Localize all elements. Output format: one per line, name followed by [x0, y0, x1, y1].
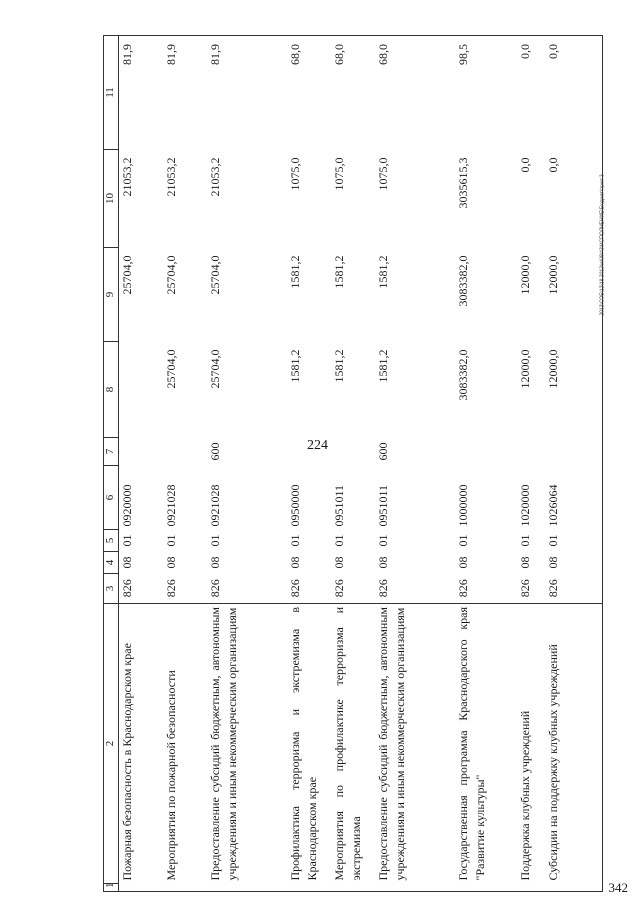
cell-c4: 08: [287, 556, 302, 569]
cell-c9: 1581,2: [375, 255, 390, 289]
cell-c3: 826: [331, 579, 346, 598]
cell-c6: 1020000: [517, 484, 532, 527]
table-row: [455, 36, 517, 892]
cell-c8: 1581,2: [287, 349, 302, 383]
cell-c7: 600: [375, 442, 390, 461]
col-header: 5: [104, 530, 119, 552]
page-number: 224: [307, 438, 328, 453]
cell-c7: [545, 438, 603, 466]
col-header: 8: [104, 342, 119, 438]
cell-c6: 0951011: [375, 484, 390, 527]
cell-c5: 01: [163, 534, 178, 547]
cell-c7: 600: [207, 442, 222, 461]
col-header: 10: [104, 150, 119, 248]
row-name: Мероприятия по профилактике терроризма и экстремизма: [331, 604, 375, 884]
cell-c9: 25704,0: [120, 255, 134, 295]
cell-c7: [517, 438, 545, 466]
cell-c10: 21053,2: [163, 157, 178, 197]
col-header: 9: [104, 248, 119, 342]
file-path-footer: 2013\СОБ\12\18.2013\м\09\43\ИСПОЛНЕНИЕ\Бюджет\прил 3: [600, 174, 607, 316]
row-name: Профилактика терроризма и экстремизма в Краснодарском крае: [287, 604, 331, 884]
cell-c10: 0,0: [517, 157, 532, 173]
table-row: [331, 36, 375, 892]
cell-c9: 25704,0: [163, 255, 178, 295]
cell-c11: 68,0: [287, 36, 331, 150]
cell-c5: 01: [545, 530, 603, 552]
cell-c5: 01: [455, 534, 470, 547]
cell-c6: 0950000: [287, 484, 302, 527]
cell-c6: 0921028: [163, 484, 178, 527]
cell-c3: 826: [517, 579, 532, 598]
cell-c11: 68,0: [331, 36, 375, 150]
cell-c8: 12000,0: [517, 349, 532, 389]
cell-c3: 826: [163, 579, 178, 598]
table-row: [207, 36, 287, 892]
cell-c5: 01: [120, 534, 134, 547]
row-name: Субсидии на поддержку клубных учреждений: [545, 604, 603, 884]
cell-c11: 68,0: [375, 36, 455, 150]
cell-c4: 08: [207, 556, 222, 569]
row-name: Мероприятия по пожарной безопасности: [163, 604, 207, 884]
table-row: [287, 36, 331, 892]
cell-c4: 08: [375, 556, 390, 569]
cell-c5: 01: [287, 534, 302, 547]
cell-c6: 0920000: [120, 484, 134, 527]
cell-c10: 1075,0: [375, 157, 390, 191]
cell-c11: 81,9: [119, 36, 163, 150]
cell-c9: 25704,0: [207, 255, 222, 295]
cell-c10: 1075,0: [287, 157, 302, 191]
cell-c3: 826: [120, 579, 134, 598]
cell-c10: 21053,2: [207, 157, 222, 197]
cell-c9: 1581,2: [287, 255, 302, 289]
side-page-number: 342: [608, 880, 628, 895]
cell-c7: [455, 438, 517, 466]
cell-c4: 08: [331, 556, 346, 569]
cell-c6: 1000000: [455, 484, 470, 527]
table-row: [545, 36, 603, 892]
cell-c9: 3083382,0: [455, 255, 470, 307]
cell-c6: 0951011: [331, 484, 346, 527]
col-header: 4: [104, 552, 119, 574]
cell-c4: 08: [455, 556, 470, 569]
row-name: Предоставление субсидий бюджетным, автономным учреждениям и иным некоммерческим организациям: [207, 604, 287, 884]
col-header: 2: [104, 604, 119, 884]
cell-c3: 826: [207, 579, 222, 598]
cell-c7: [119, 438, 163, 466]
cell-c8: 1581,2: [375, 349, 390, 383]
col-header: 6: [104, 466, 119, 530]
cell-c8: 1581,2: [331, 349, 346, 383]
cell-c11: 0,0: [517, 36, 545, 150]
cell-c4: 08: [517, 556, 532, 569]
cell-c10: 3035615,3: [455, 157, 470, 209]
cell-c5: 01: [207, 534, 222, 547]
cell-c11: 81,9: [207, 36, 287, 150]
cell-c11: 98,5: [455, 36, 517, 150]
row-name: Предоставление субсидий бюджетным, автономным учреждениям и иным некоммерческим организациям: [375, 604, 455, 884]
row-name: Пожарная безопасность в Краснодарском крае: [119, 604, 163, 884]
cell-c5: 01: [517, 534, 532, 547]
cell-c7: [331, 438, 375, 466]
cell-c9: 12000,0: [545, 248, 603, 342]
cell-c3: 826: [455, 579, 470, 598]
cell-c4: 08: [120, 556, 134, 569]
cell-c8: [119, 342, 163, 438]
table-row: [517, 36, 545, 892]
cell-c7: [163, 438, 207, 466]
cell-c9: 12000,0: [517, 255, 532, 295]
row-name: Поддержка клубных учреждений: [517, 604, 545, 884]
cell-c8: 25704,0: [207, 349, 222, 389]
cell-c8: 12000,0: [545, 342, 603, 438]
col-header: 1: [104, 884, 119, 892]
cell-c6: 1026064: [545, 466, 603, 530]
cell-c9: 1581,2: [331, 255, 346, 289]
cell-c4: 08: [545, 552, 603, 574]
cell-c3: 826: [545, 574, 603, 604]
cell-c3: 826: [287, 579, 302, 598]
cell-c10: 1075,0: [331, 157, 346, 191]
table-row: [119, 36, 163, 892]
cell-c11: 0,0: [545, 36, 603, 150]
col-header: 11: [104, 36, 119, 150]
cell-c11: 81,9: [163, 36, 207, 150]
table-row: [375, 36, 455, 892]
col-header: 3: [104, 574, 119, 604]
cell-c8: 3083382,0: [455, 349, 470, 401]
cell-c7: [287, 438, 331, 466]
col-header: 7: [104, 438, 119, 466]
cell-c5: 01: [375, 534, 390, 547]
cell-c10: 21053,2: [120, 157, 134, 197]
cell-c4: 08: [163, 556, 178, 569]
row-name: Государственная программа Краснодарского края "Развитие культуры": [455, 604, 517, 884]
cell-c8: 25704,0: [163, 349, 178, 389]
table-header-row: [104, 36, 119, 892]
cell-c5: 01: [331, 534, 346, 547]
cell-c3: 826: [375, 579, 390, 598]
cell-c10: 0,0: [545, 150, 603, 248]
table-row: [163, 36, 207, 892]
cell-c6: 0921028: [207, 484, 222, 527]
budget-table: [103, 35, 603, 892]
rotated-table-area: [103, 36, 603, 892]
